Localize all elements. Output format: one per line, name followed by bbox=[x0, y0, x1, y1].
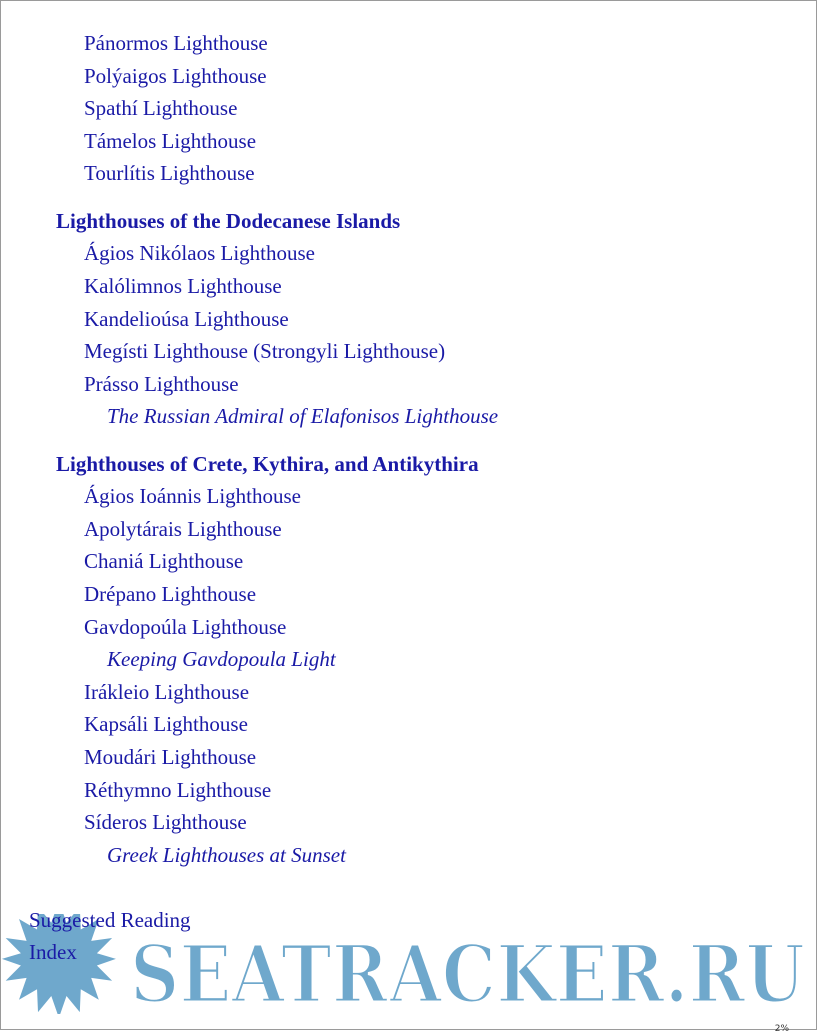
toc-link-chania[interactable]: Chaniá Lighthouse bbox=[84, 549, 244, 573]
section-title-dodecanese[interactable]: Lighthouses of the Dodecanese Islands bbox=[56, 209, 401, 233]
toc-link-agios-ioannis[interactable]: Ágios Ioánnis Lighthouse bbox=[84, 484, 301, 508]
toc-link-keeping-gavdopoula[interactable]: Keeping Gavdopoula Light bbox=[107, 647, 336, 671]
toc-link-kapsali[interactable]: Kapsáli Lighthouse bbox=[84, 712, 248, 736]
toc-link-russian-admiral[interactable]: The Russian Admiral of Elafonisos Lighthouse bbox=[107, 404, 499, 428]
toc-link-kandeliousa[interactable]: Kandelioúsa Lighthouse bbox=[84, 307, 289, 331]
toc-link-index[interactable]: Index bbox=[29, 940, 77, 964]
toc-link-drepano[interactable]: Drépano Lighthouse bbox=[84, 582, 257, 606]
toc-link-prasso[interactable]: Prásso Lighthouse bbox=[84, 372, 239, 396]
toc-link-panormos[interactable]: Pánormos Lighthouse bbox=[84, 31, 268, 55]
toc-link-polyaigos[interactable]: Polýaigos Lighthouse bbox=[84, 64, 267, 88]
toc-link-megisti[interactable]: Megísti Lighthouse (Strongyli Lighthouse) bbox=[84, 339, 446, 363]
toc-link-sideros[interactable]: Síderos Lighthouse bbox=[84, 810, 247, 834]
toc-link-kalolimnos[interactable]: Kalólimnos Lighthouse bbox=[84, 274, 282, 298]
toc-link-moudari[interactable]: Moudári Lighthouse bbox=[84, 745, 257, 769]
watermark-text: SEATRACKER.RU bbox=[130, 927, 805, 1014]
toc-link-rethymno[interactable]: Réthymno Lighthouse bbox=[84, 778, 272, 802]
toc-link-agios-nikolaos[interactable]: Ágios Nikólaos Lighthouse bbox=[84, 241, 315, 265]
toc-link-suggested-reading[interactable]: Suggested Reading bbox=[29, 908, 191, 932]
page-percent: 2% bbox=[774, 1024, 789, 1034]
section-title-crete[interactable]: Lighthouses of Crete, Kythira, and Antikythira bbox=[56, 452, 479, 476]
toc-link-irakleio[interactable]: Irákleio Lighthouse bbox=[84, 680, 250, 704]
toc-link-tourlitis[interactable]: Tourlítis Lighthouse bbox=[84, 161, 255, 185]
toc-link-gavdopoula[interactable]: Gavdopoúla Lighthouse bbox=[84, 615, 287, 639]
toc-link-sunset[interactable]: Greek Lighthouses at Sunset bbox=[107, 843, 346, 867]
toc-link-tamelos[interactable]: Támelos Lighthouse bbox=[84, 129, 257, 153]
toc-link-spathi[interactable]: Spathí Lighthouse bbox=[84, 96, 238, 120]
toc-link-apolytarais[interactable]: Apolytárais Lighthouse bbox=[84, 517, 282, 541]
